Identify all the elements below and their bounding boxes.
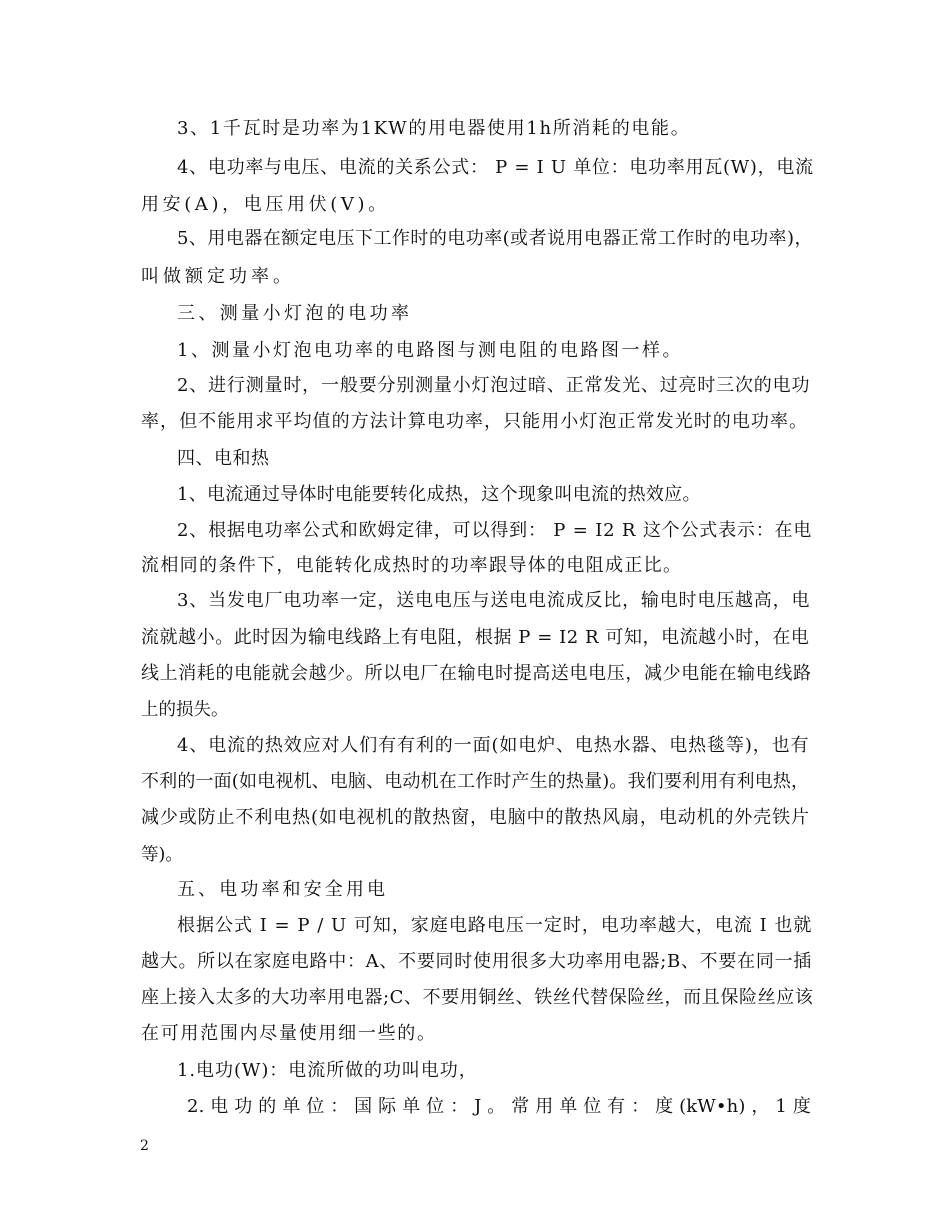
text-line: 等)。: [141, 845, 183, 865]
text-line: 4、电流的热效应对人们有有利的一面(如电炉、电热水器、电热毯等)，也有: [177, 735, 810, 756]
text-line: 率，但不能用求平均值的方法计算电功率，只能用小灯泡正常发光时的电功率。: [141, 411, 809, 432]
text-line: 五、电功率和安全用电: [177, 879, 389, 900]
text-line: 2、根据电功率公式和欧姆定律，可以得到： P = I2 R 这个公式表示：在电: [177, 520, 813, 541]
text-line: 不利的一面(如电视机、电脑、电动机在工作时产生的热量)。我们要利用有利电热，: [141, 771, 810, 792]
text-line: 叫做额定功率。: [141, 266, 295, 287]
text-line: 用安(A)，电压用伏(V)。: [141, 194, 390, 215]
text-line: 3、1千瓦时是功率为1KW的用电器使用1h所消耗的电能。: [177, 118, 691, 139]
text-line: 座上接入太多的大功率用电器;C、不要用铜丝、铁丝代替保险丝，而且保险丝应该: [141, 987, 814, 1008]
text-line: 2. 电 功 的 单 位 ： 国 际 单 位 ： J 。 常 用 单 位 有 ： 度 (kW•h) ， 1 度: [187, 1096, 811, 1117]
text-line: 越大。所以在家庭电路中：A、不要同时使用很多大功率用电器;B、不要在同一插: [141, 951, 813, 972]
text-line: 四、电和热: [177, 448, 270, 469]
page-number: 2: [140, 1138, 149, 1154]
text-line: 在可用范围内尽量使用细一些的。: [141, 1023, 437, 1044]
text-line: 根据公式 I = P / U 可知，家庭电路电压一定时，电功率越大，电流 I 也就: [177, 915, 813, 936]
text-line: 1、电流通过导体时电能要转化成热，这个现象叫电流的热效应。: [177, 484, 701, 505]
text-line: 线上消耗的电能就会越少。所以电厂在输电时提高送电电压，减少电能在输电线路: [141, 663, 812, 684]
text-line: 三、测量小灯泡的电功率: [177, 303, 413, 324]
text-line: 流相同的条件下，电能转化成热时的功率跟导体的电阻成正比。: [141, 555, 683, 576]
text-line: 减少或防止不利电热(如电视机的散热窗，电脑中的散热风扇，电动机的外壳铁片: [141, 807, 810, 828]
text-line: 上的损失。: [141, 700, 229, 720]
text-line: 1、测量小灯泡电功率的电路图与测电阻的电路图一样。: [177, 340, 683, 361]
text-line: 5、用电器在额定电压下工作时的电功率(或者说用电器正常工作时的电功率)，: [177, 228, 813, 249]
text-line: 4、电功率与电压、电流的关系公式： P = I U 单位：电功率用瓦(W)，电流: [177, 157, 814, 178]
text-line: 2、进行测量时，一般要分别测量小灯泡过暗、正常发光、过亮时三次的电功: [177, 375, 811, 396]
text-line: 3、当发电厂电功率一定，送电电压与送电电流成反比，输电时电压越高，电: [177, 590, 811, 611]
text-line: 1.电功(W)：电流所做的功叫电功，: [177, 1060, 478, 1081]
text-line: 流就越小。此时因为输电线路上有电阻，根据 P = I2 R 可知，电流越小时，在电: [141, 627, 810, 648]
